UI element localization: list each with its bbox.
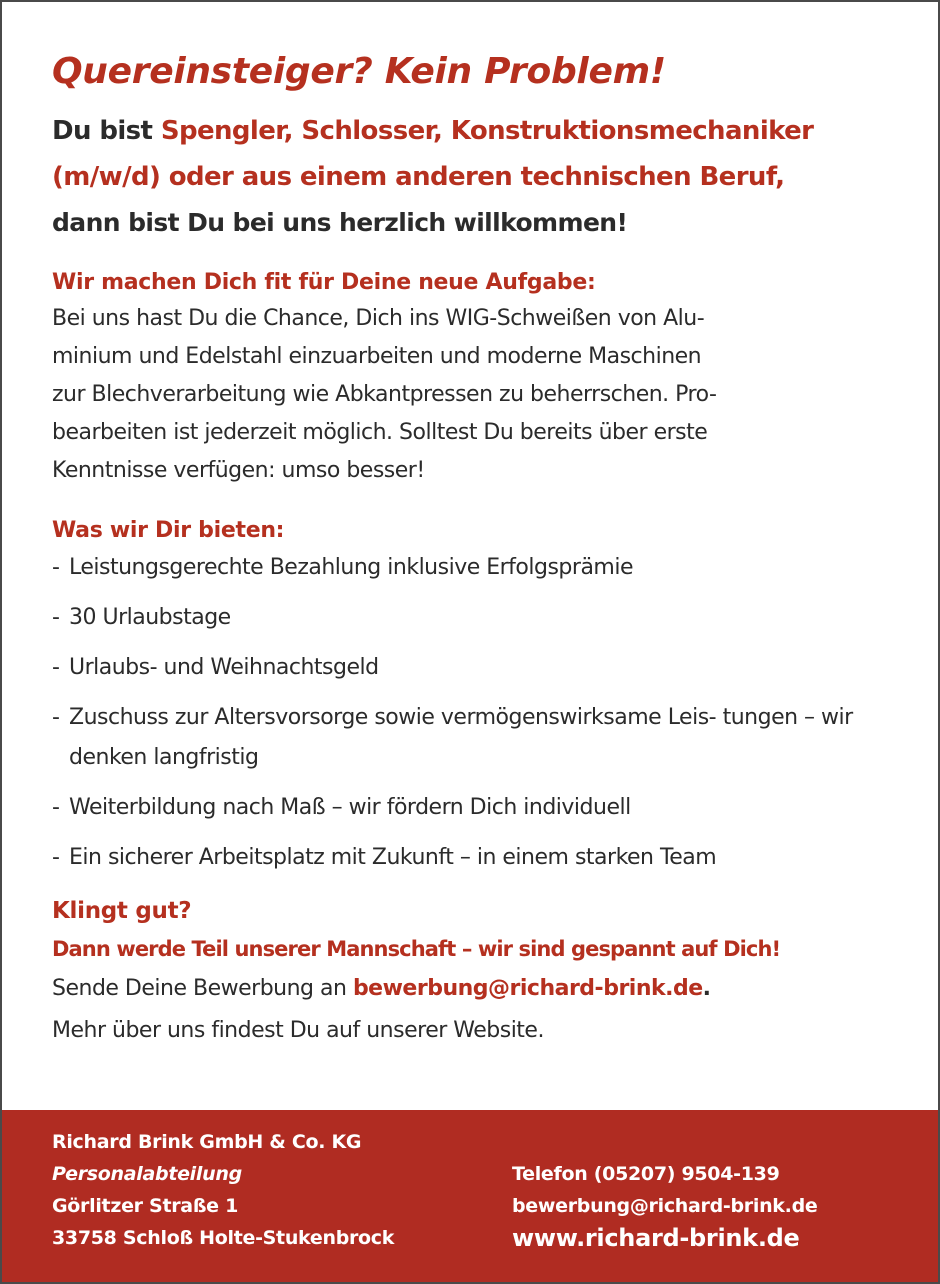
ad-content [52, 46, 912, 1052]
company-name: Richard Brink GmbH & Co. KG [52, 1131, 362, 1153]
city: 33758 Schloß Holte-Stukenbrock [52, 1227, 395, 1249]
send-suffix: . [702, 976, 711, 1001]
footer-contact-info [512, 1158, 817, 1254]
intro-prefix: Du bist [52, 116, 161, 146]
phone: Telefon (05207) 9504-139 [512, 1163, 780, 1185]
cta-subheading: Dann werde Teil unserer Mannschaft – wir sind gespannt auf Dich! [52, 937, 781, 961]
list-item: - Leistungsgerechte Bezahlung inklusive Erfolgsprämie [52, 555, 633, 580]
list-item: - Zuschuss zur Altersvorsorge sowie vermögenswirksame Leis- tungen – wir denken langfristig [52, 705, 853, 770]
intro-line-1 [52, 108, 912, 154]
training-line: bearbeiten ist jederzeit möglich. Solltest Du bereits über erste [52, 420, 708, 445]
footer-address [52, 1126, 394, 1254]
street: Görlitzer Straße 1 [52, 1195, 239, 1217]
footer-contact [2, 1110, 938, 1282]
intro [52, 108, 912, 246]
training-line: zur Blechverarbeitung wie Abkantpressen zu beherrschen. Pro- [52, 382, 717, 407]
list-item: - Urlaubs- und Weihnachtsgeld [52, 655, 379, 680]
training-line: Kenntnisse verfügen: umso besser! [52, 458, 425, 483]
training-text [52, 300, 912, 490]
training-line: Bei uns hast Du die Chance, Dich ins WIG-Schweißen von Alu- [52, 306, 705, 331]
benefits-heading: Was wir Dir bieten: [52, 518, 285, 543]
headline: Quereinsteiger? Kein Problem! [52, 51, 666, 92]
intro-line-3: dann bist Du bei uns herzlich willkommen! [52, 208, 628, 237]
application-email-link[interactable]: bewerbung@richard-brink.de [352, 976, 703, 1001]
footer-email-link[interactable]: bewerbung@richard-brink.de [512, 1195, 818, 1217]
cta-website-line: Mehr über uns findest Du auf unserer Website. [52, 1018, 544, 1043]
intro-professions: Spengler, Schlosser, Konstruktionsmechaniker [160, 116, 814, 146]
send-prefix: Sende Deine Bewerbung an [52, 976, 353, 1001]
department: Personalabteilung [52, 1163, 242, 1185]
website-link[interactable]: www.richard-brink.de [512, 1224, 800, 1252]
intro-line-2: (m/w/d) oder aus einem anderen technischen Beruf, [52, 162, 785, 192]
training-line: minium und Edelstahl einzuarbeiten und moderne Maschinen [52, 344, 702, 369]
cta-heading: Klingt gut? [52, 898, 192, 924]
benefits-list [52, 548, 912, 878]
list-item: - 30 Urlaubstage [52, 605, 231, 630]
list-item: - Weiterbildung nach Maß – wir fördern Dich individuell [52, 795, 631, 820]
list-item: - Ein sicherer Arbeitsplatz mit Zukunft – in einem starken Team [52, 845, 717, 870]
cta-send-line [52, 968, 912, 1010]
training-heading: Wir machen Dich fit für Deine neue Aufgabe: [52, 270, 596, 295]
